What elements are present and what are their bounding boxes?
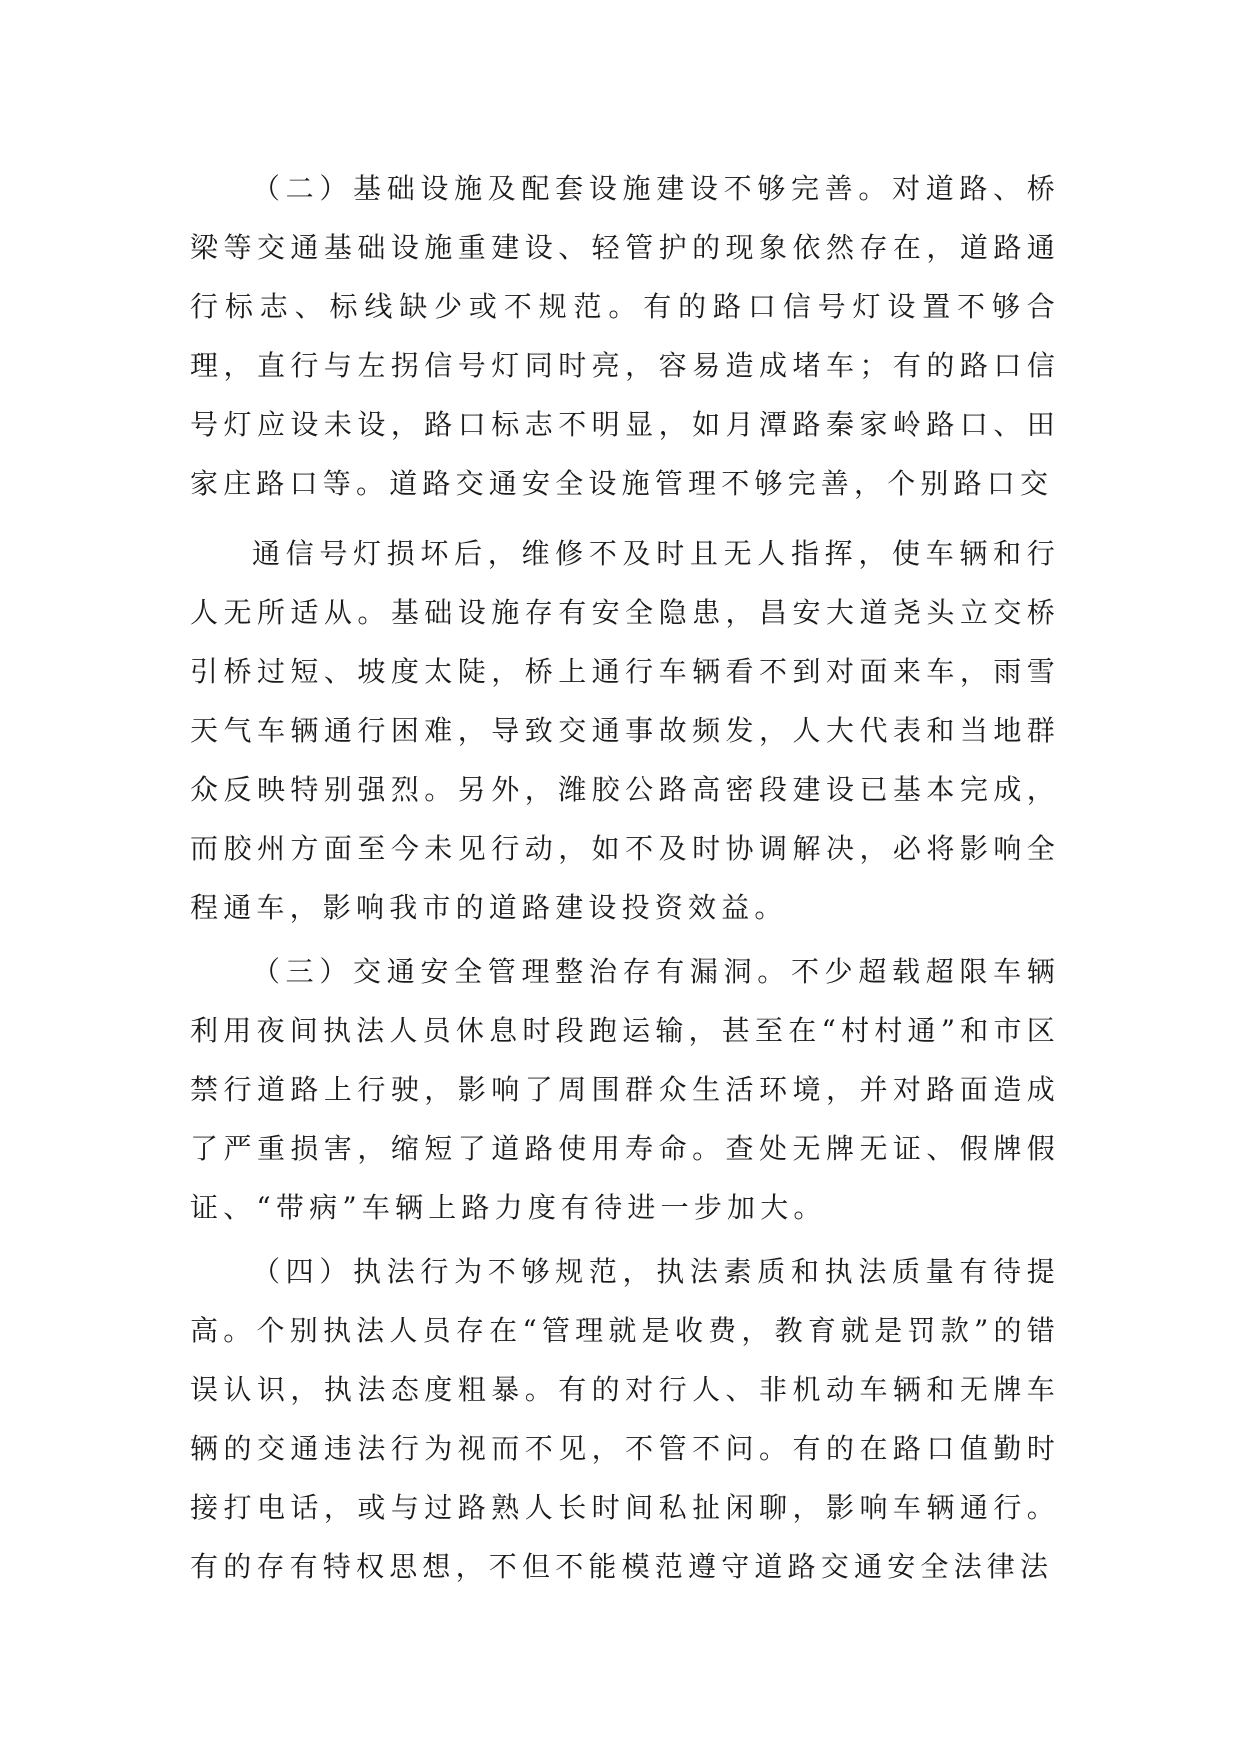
paragraph-infrastructure-continued: 通信号灯损坏后，维修不及时且无人指挥，使车辆和行人无所适从。基础设施存有安全隐患，昌安大道尧头立交桥引桥过短、坡度太陡，桥上通行车辆看不到对面来车，雨雪天气车辆通行困难，导致交通事故频发，人大代表和当地群众反映特别强烈。另外，潍胶公路高密段建设已基本完成，而胶州方面至今未见行动，如不及时协调解决，必将影响全程通车，影响我市的道路建设投资效益。 xyxy=(190,537,1060,924)
document-body xyxy=(190,159,1060,1596)
paragraph-safety-management: （三）交通安全管理整治存有漏洞。不少超载超限车辆利用夜间执法人员休息时段跑运输，甚至在“村村通”和市区禁行道路上行驶，影响了周围群众生活环境，并对路面造成了严重损害，缩短了道路使用寿命。查处无牌无证、假牌假证、“带病”车辆上路力度有待进一步加大。 xyxy=(190,955,1060,1224)
paragraph-law-enforcement: （四）执法行为不够规范，执法素质和执法质量有待提高。个别执法人员存在“管理就是收费，教育就是罚款”的错误认识，执法态度粗暴。有的对行人、非机动车辆和无牌车辆的交通违法行为视而不见，不管不问。有的在路口值勤时接打电话，或与过路熟人长时间私扯闲聊，影响车辆通行。有的存有特权思想，不但不能模范遵守道路交通安全法律法 xyxy=(190,1255,1060,1583)
paragraph-infrastructure: （二）基础设施及配套设施建设不够完善。对道路、桥梁等交通基础设施重建设、轻管护的现象依然存在，道路通行标志、标线缺少或不规范。有的路口信号灯设置不够合理，直行与左拐信号灯同时亮，容易造成堵车；有的路口信号灯应设未设，路口标志不明显，如月潭路秦家岭路口、田家庄路口等。道路交通安全设施管理不够完善，个别路口交 xyxy=(190,172,1060,500)
